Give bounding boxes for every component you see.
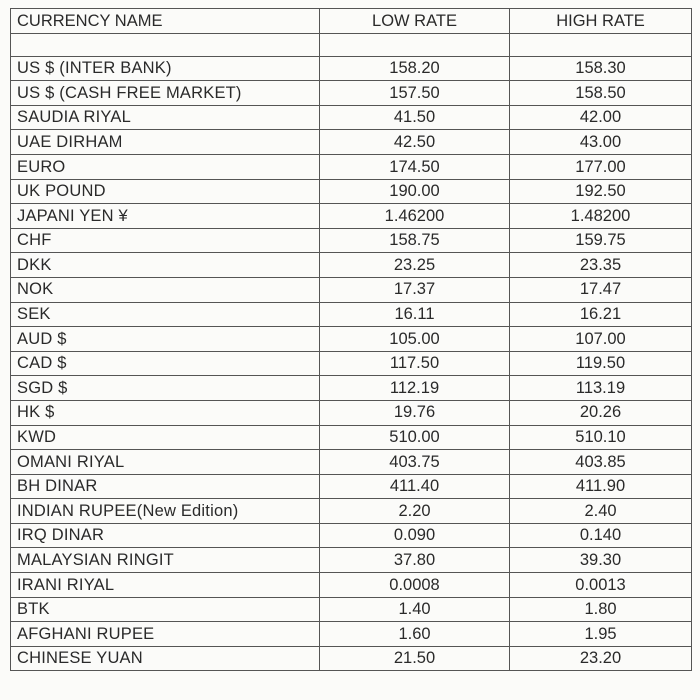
currency-name-cell: SAUDIA RIYAL bbox=[11, 105, 320, 130]
table-row bbox=[11, 622, 692, 647]
low-rate-cell: 1.46200 bbox=[320, 204, 510, 229]
currency-name-cell: JAPANI YEN ¥ bbox=[11, 204, 320, 229]
high-rate-cell: 42.00 bbox=[510, 105, 692, 130]
table-row bbox=[11, 351, 692, 376]
high-rate-cell: 119.50 bbox=[510, 351, 692, 376]
low-rate-cell: 117.50 bbox=[320, 351, 510, 376]
high-rate-cell: 16.21 bbox=[510, 302, 692, 327]
blank-cell bbox=[320, 33, 510, 56]
low-rate-cell: 112.19 bbox=[320, 376, 510, 401]
high-rate-cell: 177.00 bbox=[510, 154, 692, 179]
currency-name-cell: AUD $ bbox=[11, 327, 320, 352]
currency-name-cell: HK $ bbox=[11, 400, 320, 425]
high-rate-cell: 1.95 bbox=[510, 622, 692, 647]
table-row bbox=[11, 179, 692, 204]
high-rate-cell: 158.30 bbox=[510, 56, 692, 81]
high-rate-cell: 158.50 bbox=[510, 81, 692, 106]
low-rate-cell: 16.11 bbox=[320, 302, 510, 327]
low-rate-cell: 411.40 bbox=[320, 474, 510, 499]
high-rate-cell: 192.50 bbox=[510, 179, 692, 204]
table-row bbox=[11, 597, 692, 622]
table-row bbox=[11, 450, 692, 475]
high-rate-cell: 411.90 bbox=[510, 474, 692, 499]
currency-name-cell: DKK bbox=[11, 253, 320, 278]
table-row bbox=[11, 499, 692, 524]
high-rate-cell: 510.10 bbox=[510, 425, 692, 450]
header-currency-name: CURRENCY NAME bbox=[11, 9, 320, 34]
rate-sheet bbox=[10, 8, 691, 688]
table-header-row bbox=[11, 9, 692, 34]
high-rate-cell: 23.35 bbox=[510, 253, 692, 278]
table-row bbox=[11, 253, 692, 278]
header-low-rate: LOW RATE bbox=[320, 9, 510, 34]
table-row bbox=[11, 400, 692, 425]
low-rate-cell: 23.25 bbox=[320, 253, 510, 278]
currency-name-cell: INDIAN RUPEE(New Edition) bbox=[11, 499, 320, 524]
table-row bbox=[11, 130, 692, 155]
table-body bbox=[11, 33, 692, 671]
currency-rate-table bbox=[10, 8, 692, 671]
currency-name-cell: CHINESE YUAN bbox=[11, 646, 320, 671]
currency-name-cell: SEK bbox=[11, 302, 320, 327]
currency-name-cell: IRQ DINAR bbox=[11, 523, 320, 548]
currency-name-cell: IRANI RIYAL bbox=[11, 573, 320, 598]
blank-row bbox=[11, 33, 692, 56]
high-rate-cell: 1.80 bbox=[510, 597, 692, 622]
low-rate-cell: 19.76 bbox=[320, 400, 510, 425]
low-rate-cell: 105.00 bbox=[320, 327, 510, 352]
table-row bbox=[11, 81, 692, 106]
high-rate-cell: 159.75 bbox=[510, 228, 692, 253]
high-rate-cell: 20.26 bbox=[510, 400, 692, 425]
currency-name-cell: UK POUND bbox=[11, 179, 320, 204]
low-rate-cell: 1.40 bbox=[320, 597, 510, 622]
low-rate-cell: 0.0008 bbox=[320, 573, 510, 598]
high-rate-cell: 0.0013 bbox=[510, 573, 692, 598]
table-row bbox=[11, 548, 692, 573]
currency-name-cell: KWD bbox=[11, 425, 320, 450]
table-row bbox=[11, 154, 692, 179]
currency-name-cell: AFGHANI RUPEE bbox=[11, 622, 320, 647]
low-rate-cell: 0.090 bbox=[320, 523, 510, 548]
high-rate-cell: 43.00 bbox=[510, 130, 692, 155]
low-rate-cell: 21.50 bbox=[320, 646, 510, 671]
low-rate-cell: 2.20 bbox=[320, 499, 510, 524]
table-row bbox=[11, 425, 692, 450]
high-rate-cell: 113.19 bbox=[510, 376, 692, 401]
table-row bbox=[11, 56, 692, 81]
blank-cell bbox=[11, 33, 320, 56]
high-rate-cell: 107.00 bbox=[510, 327, 692, 352]
high-rate-cell: 0.140 bbox=[510, 523, 692, 548]
high-rate-cell: 403.85 bbox=[510, 450, 692, 475]
low-rate-cell: 157.50 bbox=[320, 81, 510, 106]
currency-name-cell: BH DINAR bbox=[11, 474, 320, 499]
low-rate-cell: 42.50 bbox=[320, 130, 510, 155]
high-rate-cell: 1.48200 bbox=[510, 204, 692, 229]
currency-name-cell: US $ (CASH FREE MARKET) bbox=[11, 81, 320, 106]
currency-name-cell: EURO bbox=[11, 154, 320, 179]
table-row bbox=[11, 277, 692, 302]
currency-name-cell: UAE DIRHAM bbox=[11, 130, 320, 155]
blank-cell bbox=[510, 33, 692, 56]
low-rate-cell: 41.50 bbox=[320, 105, 510, 130]
currency-name-cell: NOK bbox=[11, 277, 320, 302]
low-rate-cell: 17.37 bbox=[320, 277, 510, 302]
low-rate-cell: 158.75 bbox=[320, 228, 510, 253]
table-row bbox=[11, 327, 692, 352]
currency-name-cell: CHF bbox=[11, 228, 320, 253]
table-row bbox=[11, 228, 692, 253]
table-row bbox=[11, 376, 692, 401]
low-rate-cell: 158.20 bbox=[320, 56, 510, 81]
table-row bbox=[11, 523, 692, 548]
currency-name-cell: MALAYSIAN RINGIT bbox=[11, 548, 320, 573]
table-row bbox=[11, 105, 692, 130]
high-rate-cell: 17.47 bbox=[510, 277, 692, 302]
currency-name-cell: BTK bbox=[11, 597, 320, 622]
currency-name-cell: OMANI RIYAL bbox=[11, 450, 320, 475]
table-row bbox=[11, 474, 692, 499]
low-rate-cell: 1.60 bbox=[320, 622, 510, 647]
currency-name-cell: CAD $ bbox=[11, 351, 320, 376]
low-rate-cell: 190.00 bbox=[320, 179, 510, 204]
table-row bbox=[11, 573, 692, 598]
table-row bbox=[11, 204, 692, 229]
currency-name-cell: SGD $ bbox=[11, 376, 320, 401]
low-rate-cell: 510.00 bbox=[320, 425, 510, 450]
low-rate-cell: 403.75 bbox=[320, 450, 510, 475]
low-rate-cell: 37.80 bbox=[320, 548, 510, 573]
table-row bbox=[11, 302, 692, 327]
low-rate-cell: 174.50 bbox=[320, 154, 510, 179]
high-rate-cell: 23.20 bbox=[510, 646, 692, 671]
table-row bbox=[11, 646, 692, 671]
high-rate-cell: 2.40 bbox=[510, 499, 692, 524]
currency-name-cell: US $ (INTER BANK) bbox=[11, 56, 320, 81]
header-high-rate: HIGH RATE bbox=[510, 9, 692, 34]
high-rate-cell: 39.30 bbox=[510, 548, 692, 573]
